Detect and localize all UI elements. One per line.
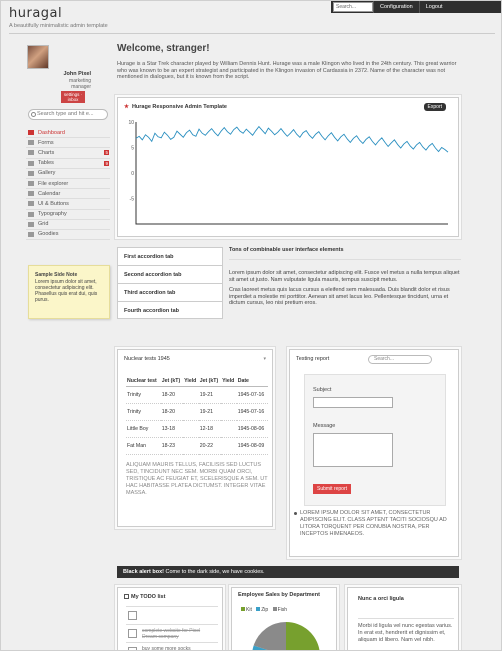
sidebar-item-label: Calendar <box>38 190 61 197</box>
legend-label: Fish <box>277 607 288 613</box>
message-label: Message <box>313 423 336 429</box>
chart-title-text: Hurage Responsive Admin Template <box>131 104 227 110</box>
pie-slice[interactable] <box>254 622 286 651</box>
sidebar-item-label: Dashboard <box>38 129 65 136</box>
column-header[interactable]: Yield <box>221 376 237 387</box>
nuclear-tests-panel <box>117 349 273 527</box>
nuclear-table <box>126 376 268 455</box>
table-cell <box>221 438 237 455</box>
column-header[interactable]: Date <box>237 376 268 387</box>
sidebar-item-goodies[interactable] <box>26 230 110 240</box>
intro-text: Hurage is a Star Trek character played by William Dennis Hunt. Hurage was a male Klingon who lived in the 24th century. This great warrior who was known to be an expert strategist and participated in the Klingon invasion of Cardassia in 2372. Name of the character was not mentioned in dialogues, but it is known from the script. <box>117 61 457 80</box>
sidebar-item-label: Tables <box>38 160 54 167</box>
goodies-icon <box>28 232 34 237</box>
sidebar-item-label: Grid <box>38 221 49 228</box>
table-cell: 19-21 <box>199 404 221 421</box>
sidebar-item-dashboard[interactable] <box>26 128 110 138</box>
sidebar-item-label: Goodies <box>38 231 59 238</box>
column-header[interactable]: Jet (kT) <box>161 376 183 387</box>
nuclear-text: ALIQUAM MAURIS TELLUS, FACILISIS SED LUCTUS SED, TINCIDUNT NEC SEM. MORBI QUAM ORCI, TRISTIQUE AC FEUGIAT ET, SCELERISQUE A SEM. UT HAC HABITASSE PLATEA DICTUMST. INTEGER VITAE MASSA. <box>126 462 268 496</box>
chart-panel <box>117 97 459 237</box>
user-links[interactable]: settings · inbox <box>61 91 85 103</box>
todo-checkbox[interactable] <box>128 647 137 651</box>
table-cell <box>183 438 199 455</box>
legend-label: Kit <box>246 607 252 613</box>
gallery-icon <box>28 171 34 176</box>
y-tick-label: 0 <box>131 171 134 177</box>
table-cell <box>221 404 237 421</box>
report-search-input[interactable]: Search... <box>368 355 432 364</box>
grid-icon <box>28 222 34 227</box>
count-badge: 9 <box>105 160 108 166</box>
panel-title <box>124 594 165 600</box>
submit-report-button[interactable]: Submit report <box>313 484 351 494</box>
table-cell <box>183 404 199 421</box>
testing-report-panel <box>289 349 459 557</box>
column-header[interactable]: Yield <box>183 376 199 387</box>
nunc-title: Nunc a orci ligula <box>358 596 404 602</box>
table-row <box>126 438 268 455</box>
typography-icon <box>28 212 34 217</box>
testing-text-body: LOREM IPSUM DOLOR SIT AMET, CONSECTETUR ADIPISCING ELIT. CLASS APTENT TACITI SOCIOSQU AD LITORA TORQUENT PER CONUBIA NOSTRA, PER INCEPTOS HIMENAEOS. <box>300 510 447 537</box>
table-cell <box>183 421 199 438</box>
table-cell: 12-18 <box>199 421 221 438</box>
side-note-text: Lorem ipsum dolor sit amet, consectetur adipiscing elit. Phasellus quis erat dui, quis purus. <box>35 279 98 303</box>
pie-slice[interactable] <box>286 622 320 651</box>
dashboard-icon <box>28 130 34 135</box>
table-row <box>126 387 268 404</box>
table-cell: 13-18 <box>161 421 183 438</box>
side-note <box>28 265 110 319</box>
todo-item[interactable] <box>126 642 218 651</box>
table-cell <box>221 421 237 438</box>
table-cell: 1945-08-06 <box>237 421 268 438</box>
folder-icon <box>28 181 34 186</box>
side-note-title: Sample Side Note <box>35 272 78 278</box>
chevron-down-icon[interactable]: ▾ <box>263 356 266 362</box>
chart-title <box>124 104 227 110</box>
accordion-tab-2[interactable]: Second accordion tab <box>117 265 223 283</box>
todo-title: My TODO list <box>131 594 166 600</box>
table-cell: Little Boy <box>126 421 161 438</box>
accordion-paragraph: Lorem ipsum dolor sit amet, consectetur adipiscing elit. Fusce vel metus a nulla tempus aliquet sit amet ut justo. Nam vulputate ligula mauris, tempus suscipit metus. <box>229 270 460 283</box>
sidebar-item-gallery[interactable] <box>26 169 110 179</box>
table-cell: 18-20 <box>161 404 183 421</box>
accordion <box>117 247 223 319</box>
sidebar-item-ui-buttons[interactable] <box>26 199 110 209</box>
y-tick-label: -5 <box>129 196 134 203</box>
accordion-tab-3[interactable]: Third accordion tab <box>117 283 223 301</box>
sidebar-item-typography[interactable] <box>26 210 110 220</box>
report-form <box>304 374 446 506</box>
legend-label: Zip <box>261 607 269 613</box>
accordion-tab-1[interactable]: First accordion tab <box>117 247 223 265</box>
table-cell: 1945-07-16 <box>237 387 268 404</box>
accordion-heading: Tons of combinable user interface elements <box>229 247 461 260</box>
todo-item[interactable] <box>126 606 218 624</box>
sidebar-item-charts[interactable] <box>26 148 110 158</box>
sidebar-item-label: File explorer <box>38 180 69 187</box>
todo-text: complete website for Pixel Dream company <box>142 628 201 640</box>
pie-legend <box>238 607 287 613</box>
star-icon: ★ <box>124 104 129 110</box>
table-cell <box>221 387 237 404</box>
y-tick-label: 10 <box>128 120 134 126</box>
calendar-icon <box>28 191 34 196</box>
forms-icon <box>28 140 34 145</box>
table-cell: Fat Man <box>126 438 161 455</box>
series-line <box>136 127 448 153</box>
configuration-button[interactable]: Configuration <box>373 1 419 13</box>
tagline: A beautifully minimalistic admin template <box>9 23 108 29</box>
pie-chart <box>246 618 326 651</box>
tables-icon <box>28 161 34 166</box>
page-title: Welcome, stranger! <box>117 43 210 54</box>
table-cell <box>183 387 199 404</box>
table-cell: 1945-07-16 <box>237 404 268 421</box>
todo-item[interactable] <box>126 624 218 642</box>
nunc-panel <box>347 587 459 651</box>
legend-swatch <box>241 607 245 611</box>
message-textarea[interactable] <box>313 433 393 467</box>
sidebar-item-label: Typography <box>38 211 67 218</box>
table-cell: 1945-08-09 <box>237 438 268 455</box>
y-tick-label: 5 <box>131 145 134 152</box>
table-cell: Trinity <box>126 404 161 421</box>
alert-text: Come to the dark side, we have cookies. <box>165 569 265 575</box>
sidebar-item-label: UI & Buttons <box>38 200 69 207</box>
todo-text: buy some more socks <box>142 646 191 651</box>
todo-panel <box>117 587 223 651</box>
count-badge: 5 <box>105 150 108 156</box>
subject-label: Subject <box>313 387 332 393</box>
table-cell: 18-23 <box>161 438 183 455</box>
table-row <box>126 404 268 421</box>
line-chart <box>122 116 454 232</box>
top-bar <box>331 1 502 13</box>
user-name: John Pixel <box>63 71 91 77</box>
logout-button[interactable]: Logout <box>419 1 449 13</box>
panel-title: Testing report <box>296 356 330 362</box>
table-cell: 19-21 <box>199 387 221 404</box>
table-row <box>126 421 268 438</box>
accordion-tab-4[interactable]: Fourth accordion tab <box>117 301 223 319</box>
sidebar-search-input[interactable]: Search type and hit e... <box>28 109 108 120</box>
todo-checkbox[interactable] <box>128 629 137 638</box>
table-cell: 20-22 <box>199 438 221 455</box>
alert-title: Black alert box! <box>123 569 164 575</box>
sidebar-item-label: Charts <box>38 149 55 156</box>
column-header[interactable]: Jet (kT) <box>199 376 221 387</box>
sidebar-item-calendar[interactable] <box>26 189 110 199</box>
sidebar-item-tables[interactable] <box>26 159 110 169</box>
avatar[interactable] <box>27 45 49 69</box>
panel-title: Nuclear tests 1945 <box>124 356 170 362</box>
sidebar-item-grid[interactable] <box>26 220 110 230</box>
bullet-icon <box>294 512 297 515</box>
legend-swatch <box>273 607 277 611</box>
alert-box <box>117 566 459 578</box>
accordion-paragraph: Cras laoreet metus quis lacus cursus a eleifend sem malesuada. Duis blandit dolor et risus imperdiet a molestie mi porttitor. Aenean sit amet lacus leo. Pellentesque tincidunt, urna et dictum cursus, leo nisi pretium eros. <box>229 287 450 306</box>
column-header[interactable]: Nuclear test <box>126 376 161 387</box>
nunc-text: Morbi id ligula vel nunc egestas varius. In erat est, hendrerit et dignissim et, aliquam id libero. Nam vel nibh. <box>358 618 454 644</box>
accordion-content <box>229 247 461 337</box>
user-role: marketing manager <box>69 78 91 90</box>
table-cell: Trinity <box>126 387 161 404</box>
header-divider <box>9 33 495 34</box>
top-search-input[interactable]: Search... <box>333 2 373 12</box>
table-cell: 18-20 <box>161 387 183 404</box>
sidebar-item-label: Forms <box>38 139 54 146</box>
todo-checkbox[interactable] <box>128 611 137 620</box>
testing-text <box>300 510 450 538</box>
employee-sales-title: Employee Sales by Department <box>238 592 320 598</box>
legend-swatch <box>256 607 260 611</box>
employee-sales-panel <box>231 587 337 651</box>
sidebar-item-label: Gallery <box>38 170 56 177</box>
sidebar-nav <box>26 128 110 240</box>
subject-input[interactable] <box>313 397 393 408</box>
sidebar-item-file-explorer[interactable] <box>26 179 110 189</box>
sidebar-item-forms[interactable] <box>26 138 110 148</box>
buttons-icon <box>28 201 34 206</box>
checkbox-icon <box>124 594 129 599</box>
export-button[interactable]: Export <box>424 103 446 111</box>
logo[interactable]: huragal <box>9 6 63 21</box>
charts-icon <box>28 150 34 155</box>
